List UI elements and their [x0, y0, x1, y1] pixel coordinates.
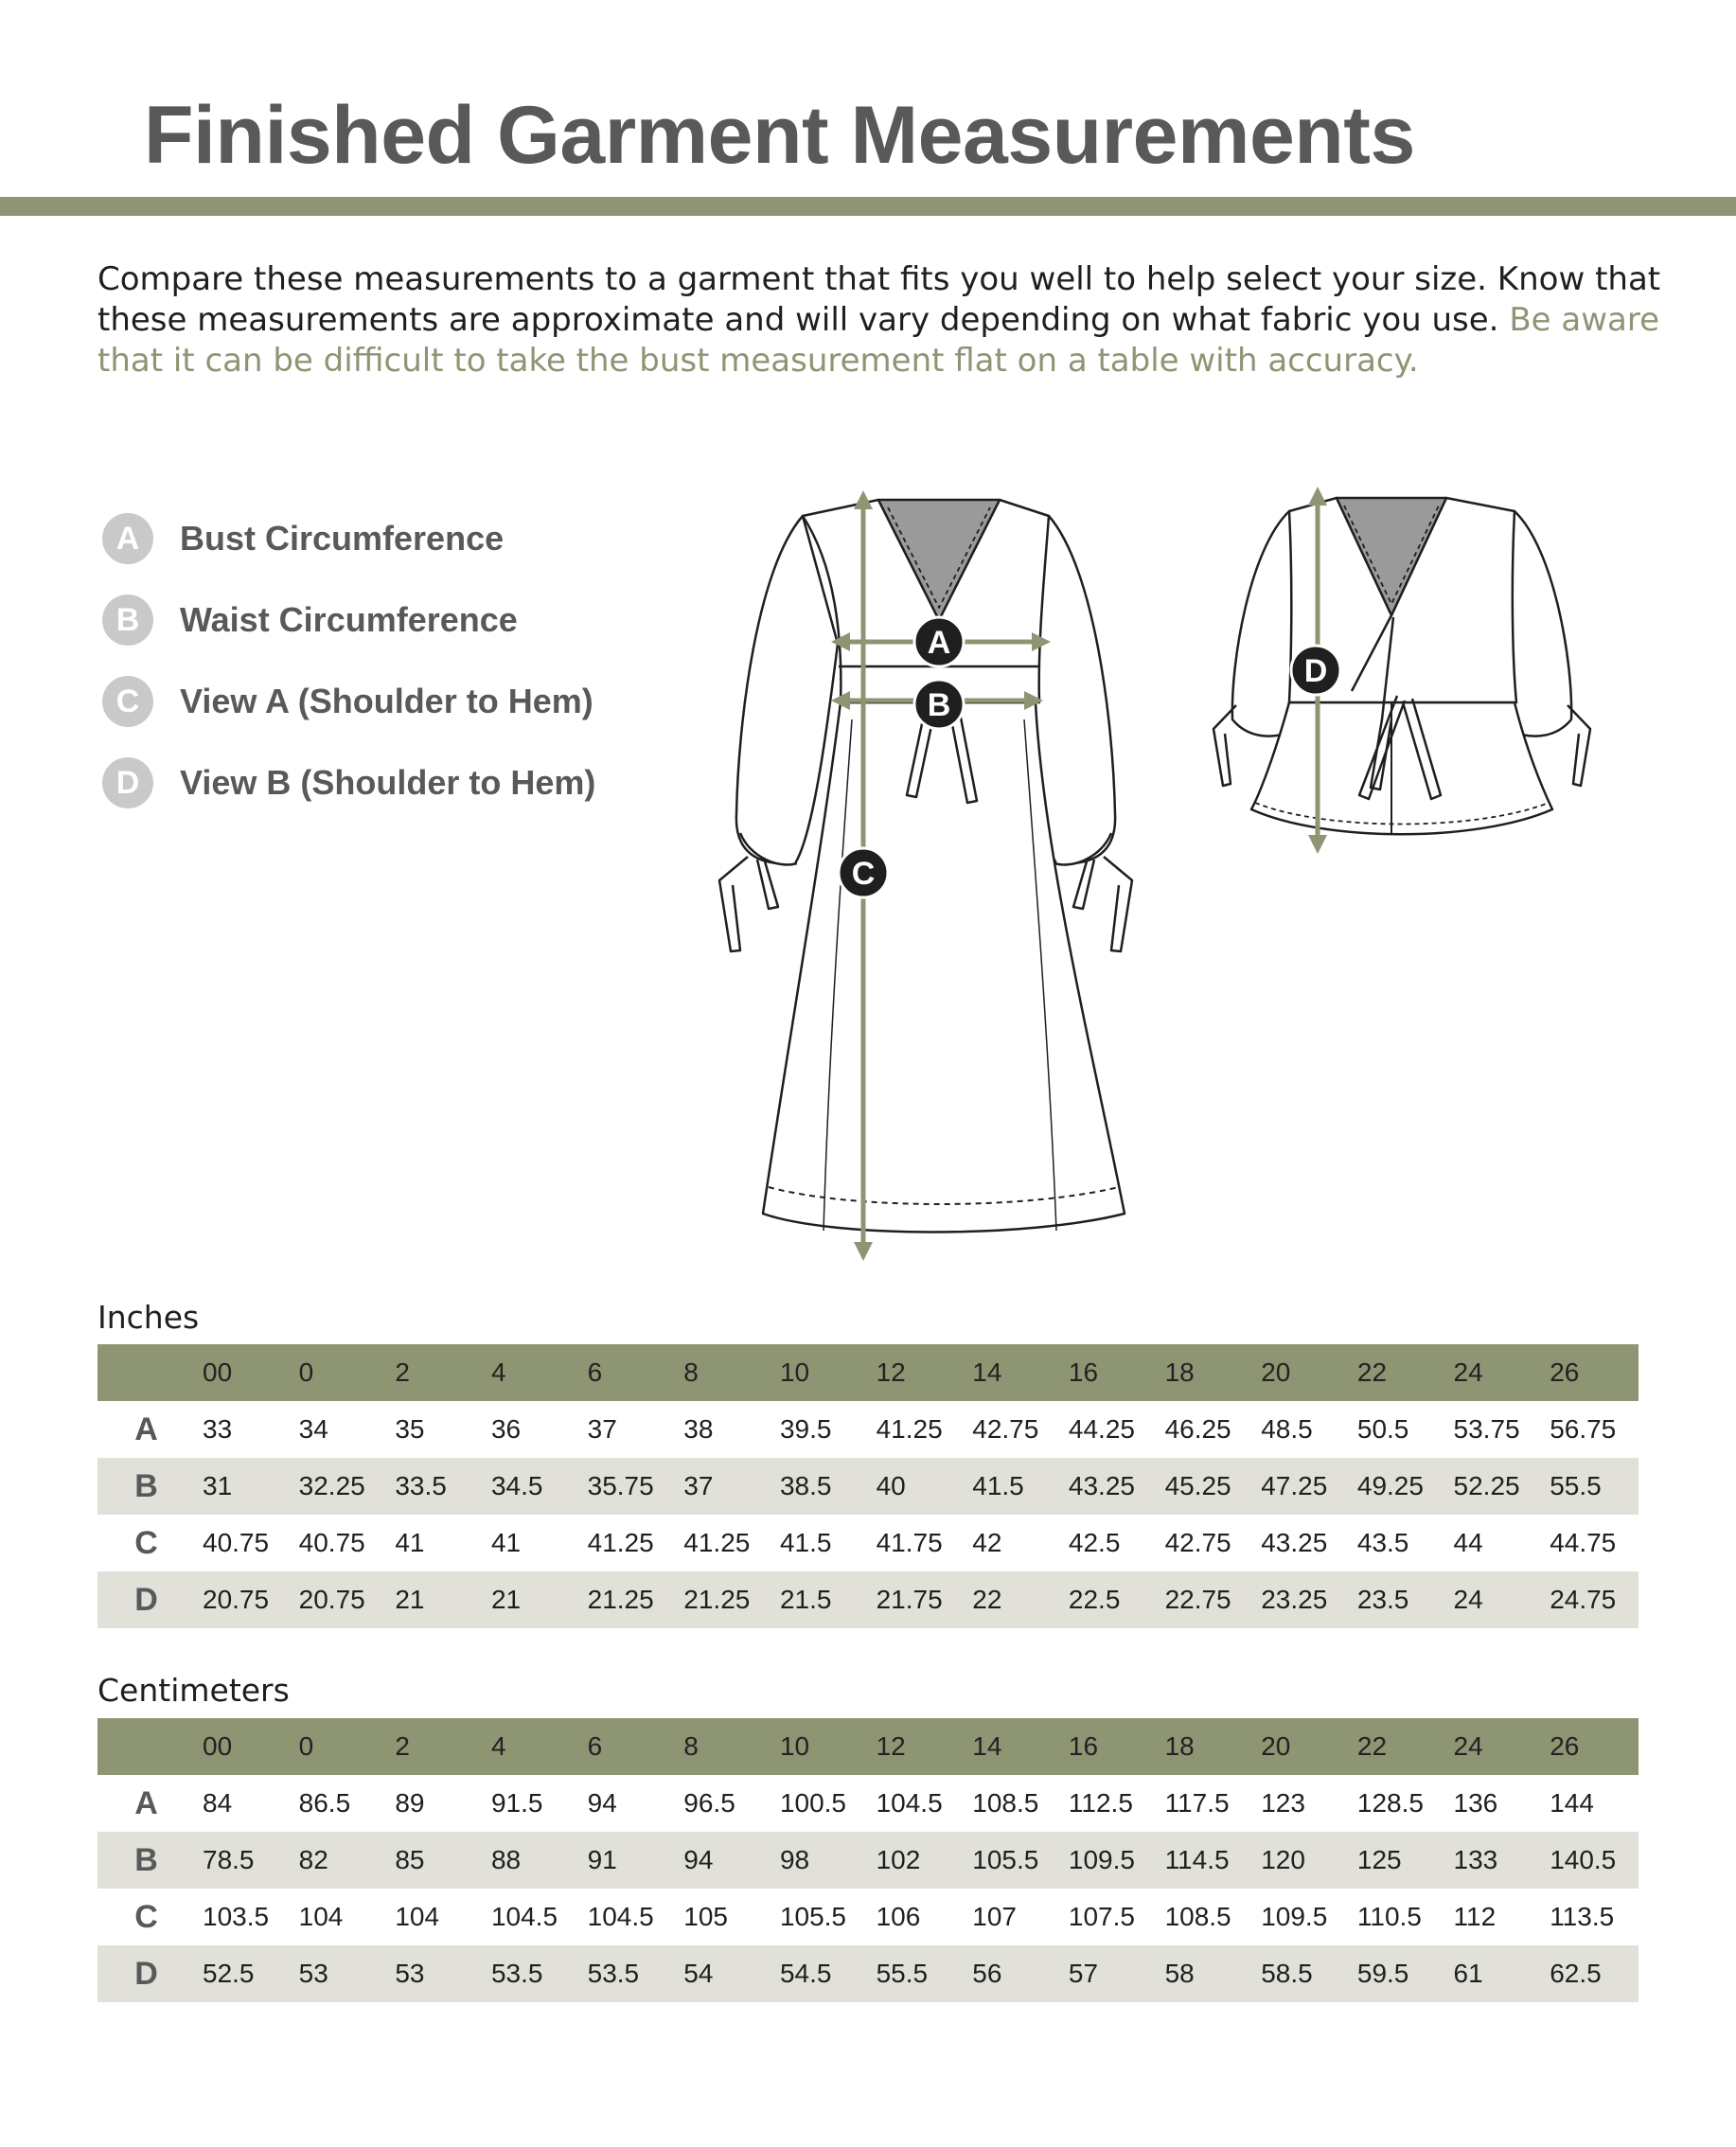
size-header: 00: [203, 1731, 233, 1761]
table-cell: 104.5: [876, 1788, 943, 1818]
row-key: C: [134, 1898, 158, 1935]
table-cell: 34: [298, 1414, 328, 1444]
size-header: 14: [972, 1731, 1002, 1761]
table-cell: 47.25: [1261, 1471, 1328, 1500]
table-cell: 54.5: [779, 1959, 832, 1988]
table-cell: 41.25: [683, 1528, 751, 1557]
table-cell: 39.5: [779, 1414, 832, 1444]
table-cell: 41.25: [587, 1528, 654, 1557]
table-cell: 41: [490, 1528, 522, 1557]
table-cell: 22.75: [1164, 1585, 1231, 1614]
table-cell: 104: [298, 1902, 344, 1931]
table-cell: 23.25: [1261, 1585, 1328, 1614]
table-cell: 53: [298, 1959, 328, 1988]
size-header: 00: [203, 1357, 233, 1387]
inches-table: [97, 1344, 1639, 1628]
table-cell: 38: [683, 1414, 714, 1444]
legend-label-b: Waist Circumference: [180, 600, 518, 639]
table-cell: 40: [876, 1471, 906, 1500]
table-cell: 104.5: [490, 1902, 558, 1931]
row-key: A: [134, 1411, 158, 1447]
size-header: 4: [490, 1357, 506, 1387]
size-header: 22: [1356, 1731, 1388, 1761]
table-cell: 102: [876, 1845, 921, 1874]
table-cell: 110.5: [1356, 1902, 1422, 1931]
size-header: 26: [1550, 1731, 1580, 1761]
table-cell: 91: [587, 1845, 617, 1874]
table-row: [97, 1515, 1639, 1571]
centimeters-table-header: [97, 1718, 1639, 1775]
table-cell: 41.5: [972, 1471, 1024, 1500]
table-cell: 52.5: [203, 1959, 255, 1988]
table-cell: 40.75: [203, 1528, 270, 1557]
table-cell: 54: [683, 1959, 714, 1988]
table-cell: 94: [683, 1845, 714, 1874]
legend-badge-c: C: [102, 676, 153, 727]
table-cell: 49.25: [1356, 1471, 1424, 1500]
table-cell: 109.5: [1261, 1902, 1328, 1931]
intro-accent-text: Be aware that it can be difficult to take the bust measurement flat on a table with accuracy.: [97, 301, 1659, 380]
size-header: 0: [298, 1357, 314, 1387]
table-cell: 20.75: [203, 1585, 270, 1614]
table-cell: 123: [1261, 1788, 1305, 1818]
inches-table-header: [97, 1344, 1639, 1401]
table-cell: 41.75: [876, 1528, 943, 1557]
table-row: [97, 1401, 1639, 1458]
legend-label-a: Bust Circumference: [180, 519, 505, 558]
table-cell: 85: [395, 1845, 425, 1874]
legend-label-d: View B (Shoulder to Hem): [180, 763, 596, 802]
marker-c-label: C: [851, 856, 876, 892]
row-key: B: [134, 1467, 158, 1504]
table-cell: 58: [1164, 1959, 1195, 1988]
size-header: 12: [876, 1731, 906, 1761]
table-cell: 56: [972, 1959, 1002, 1988]
centimeters-table: [97, 1718, 1639, 2002]
table-cell: 44: [1453, 1528, 1483, 1557]
table-cell: 24: [1453, 1585, 1483, 1614]
inches-header-row: [97, 1344, 1639, 1401]
page-title: Finished Garment Measurements: [144, 90, 1415, 181]
dress-drawing: [719, 500, 1132, 1233]
size-header: 2: [395, 1357, 410, 1387]
size-header: 2: [395, 1731, 410, 1761]
table-cell: 100.5: [779, 1788, 847, 1818]
table-cell: 84: [203, 1788, 233, 1818]
marker-d-label: D: [1303, 653, 1328, 689]
table-cell: 55.5: [1550, 1471, 1602, 1500]
inches-table-body: [97, 1401, 1639, 1628]
table-cell: 42.75: [1164, 1528, 1231, 1557]
centimeters-label: Centimeters: [97, 1672, 290, 1709]
table-cell: 86.5: [298, 1788, 351, 1818]
table-row: [97, 1945, 1639, 2002]
table-cell: 37: [587, 1414, 617, 1444]
size-header: 10: [779, 1357, 810, 1387]
table-cell: 55.5: [876, 1959, 929, 1988]
marker-b-label: B: [927, 687, 951, 723]
table-cell: 96.5: [683, 1788, 735, 1818]
table-cell: 82: [298, 1845, 328, 1874]
table-cell: 21: [490, 1585, 522, 1614]
table-cell: 41.5: [779, 1528, 832, 1557]
table-cell: 21.5: [779, 1585, 832, 1614]
table-cell: 35: [395, 1414, 425, 1444]
size-header: 8: [683, 1357, 699, 1387]
row-key: C: [134, 1524, 158, 1561]
table-cell: 37: [683, 1471, 714, 1500]
table-cell: 106: [876, 1902, 921, 1931]
table-cell: 44.25: [1068, 1414, 1135, 1444]
size-header: 24: [1453, 1731, 1483, 1761]
table-cell: 113.5: [1550, 1902, 1615, 1931]
table-cell: 107: [972, 1902, 1017, 1931]
legend-badge-b: B: [102, 594, 153, 646]
table-cell: 41: [395, 1528, 425, 1557]
table-cell: 104: [395, 1902, 440, 1931]
table-cell: 107.5: [1068, 1902, 1135, 1931]
table-cell: 31: [203, 1471, 233, 1500]
table-row: [97, 1571, 1639, 1628]
centimeters-header-row: [97, 1718, 1639, 1775]
table-cell: 36: [490, 1414, 522, 1444]
centimeters-table-body: [97, 1775, 1639, 2002]
table-cell: 57: [1068, 1959, 1099, 1988]
table-cell: 53: [395, 1959, 425, 1988]
table-cell: 42.5: [1068, 1528, 1121, 1557]
table-cell: 89: [395, 1788, 425, 1818]
row-key: B: [134, 1841, 158, 1878]
table-cell: 42.75: [972, 1414, 1039, 1444]
table-cell: 125: [1356, 1845, 1402, 1874]
table-cell: 109.5: [1068, 1845, 1135, 1874]
table-row: [97, 1832, 1639, 1889]
table-cell: 117.5: [1164, 1788, 1230, 1818]
table-cell: 22.5: [1068, 1585, 1121, 1614]
table-cell: 33.5: [395, 1471, 447, 1500]
table-cell: 61: [1453, 1959, 1483, 1988]
table-cell: 56.75: [1550, 1414, 1617, 1444]
size-header: 4: [490, 1731, 506, 1761]
table-cell: 105.5: [779, 1902, 847, 1931]
table-cell: 53.5: [587, 1959, 640, 1988]
table-cell: 53.5: [490, 1959, 543, 1988]
table-cell: 103.5: [203, 1902, 270, 1931]
table-cell: 114.5: [1164, 1845, 1230, 1874]
table-cell: 34.5: [490, 1471, 543, 1500]
table-cell: 44.75: [1550, 1528, 1617, 1557]
table-cell: 21.75: [876, 1585, 943, 1614]
table-cell: 112: [1453, 1902, 1497, 1931]
size-header: 10: [779, 1731, 810, 1761]
top-drawing: [1213, 498, 1590, 834]
inches-label: Inches: [97, 1299, 200, 1336]
marker-b: [914, 680, 964, 729]
size-header: 24: [1453, 1357, 1483, 1387]
table-cell: 48.5: [1261, 1414, 1313, 1444]
table-cell: 144: [1550, 1788, 1594, 1818]
table-cell: 41.25: [876, 1414, 943, 1444]
size-header: 6: [587, 1357, 603, 1387]
table-cell: 43.5: [1356, 1528, 1409, 1557]
table-cell: 104.5: [587, 1902, 654, 1931]
table-row: [97, 1458, 1639, 1515]
row-key: D: [134, 1581, 158, 1618]
table-cell: 112.5: [1068, 1788, 1133, 1818]
size-header: 8: [683, 1731, 699, 1761]
table-cell: 59.5: [1356, 1959, 1409, 1988]
size-header: 0: [298, 1731, 314, 1761]
table-cell: 42: [972, 1528, 1002, 1557]
marker-a: [914, 617, 964, 666]
marker-c: [839, 848, 888, 897]
table-cell: 40.75: [298, 1528, 365, 1557]
table-cell: 98: [779, 1845, 810, 1874]
size-header: 6: [587, 1731, 603, 1761]
table-cell: 33: [203, 1414, 233, 1444]
table-cell: 20.75: [298, 1585, 365, 1614]
size-header: 12: [876, 1357, 906, 1387]
centimeters-header-corner: [97, 1718, 195, 1775]
table-cell: 38.5: [779, 1471, 832, 1500]
row-key: D: [134, 1955, 158, 1992]
table-cell: 46.25: [1164, 1414, 1231, 1444]
table-cell: 52.25: [1453, 1471, 1520, 1500]
table-cell: 128.5: [1356, 1788, 1424, 1818]
table-cell: 24.75: [1550, 1585, 1617, 1614]
size-header: 22: [1356, 1357, 1388, 1387]
table-cell: 105: [683, 1902, 728, 1931]
table-row: [97, 1889, 1639, 1945]
table-cell: 91.5: [490, 1788, 543, 1818]
table-cell: 43.25: [1068, 1471, 1135, 1500]
size-header: 20: [1261, 1731, 1291, 1761]
legend-badge-a: A: [102, 513, 153, 564]
table-cell: 136: [1453, 1788, 1498, 1818]
marker-d: [1291, 646, 1340, 695]
table-cell: 108.5: [972, 1788, 1039, 1818]
table-cell: 21.25: [587, 1585, 654, 1614]
table-cell: 140.5: [1550, 1845, 1617, 1874]
table-cell: 62.5: [1550, 1959, 1602, 1988]
size-header: 26: [1550, 1357, 1580, 1387]
table-row: [97, 1775, 1639, 1832]
table-cell: 43.25: [1261, 1528, 1328, 1557]
table-cell: 50.5: [1356, 1414, 1409, 1444]
table-cell: 108.5: [1164, 1902, 1231, 1931]
table-cell: 21.25: [683, 1585, 751, 1614]
table-cell: 58.5: [1261, 1959, 1313, 1988]
table-cell: 133: [1453, 1845, 1498, 1874]
size-header: 14: [972, 1357, 1002, 1387]
table-cell: 78.5: [203, 1845, 255, 1874]
marker-a-label: A: [927, 625, 951, 661]
legend-badge-d: D: [102, 757, 153, 808]
table-cell: 45.25: [1164, 1471, 1231, 1500]
row-key: A: [134, 1784, 158, 1821]
size-header: 16: [1068, 1731, 1099, 1761]
size-header: 18: [1164, 1731, 1195, 1761]
intro-text: Compare these measurements to a garment that fits you well to help select your size. Know that these measurements are approximate and will vary depending on what fabric you use.: [97, 260, 1661, 339]
table-cell: 32.25: [298, 1471, 365, 1500]
table-cell: 53.75: [1453, 1414, 1520, 1444]
size-header: 20: [1261, 1357, 1291, 1387]
legend-label-c: View A (Shoulder to Hem): [180, 682, 593, 720]
table-cell: 23.5: [1356, 1585, 1409, 1614]
inches-header-corner: [97, 1344, 195, 1401]
table-cell: 88: [490, 1845, 522, 1874]
table-cell: 21: [395, 1585, 425, 1614]
table-cell: 94: [587, 1788, 617, 1818]
table-cell: 120: [1261, 1845, 1305, 1874]
size-header: 18: [1164, 1357, 1195, 1387]
table-cell: 105.5: [972, 1845, 1039, 1874]
table-cell: 35.75: [587, 1471, 654, 1500]
table-cell: 22: [972, 1585, 1002, 1614]
size-header: 16: [1068, 1357, 1099, 1387]
